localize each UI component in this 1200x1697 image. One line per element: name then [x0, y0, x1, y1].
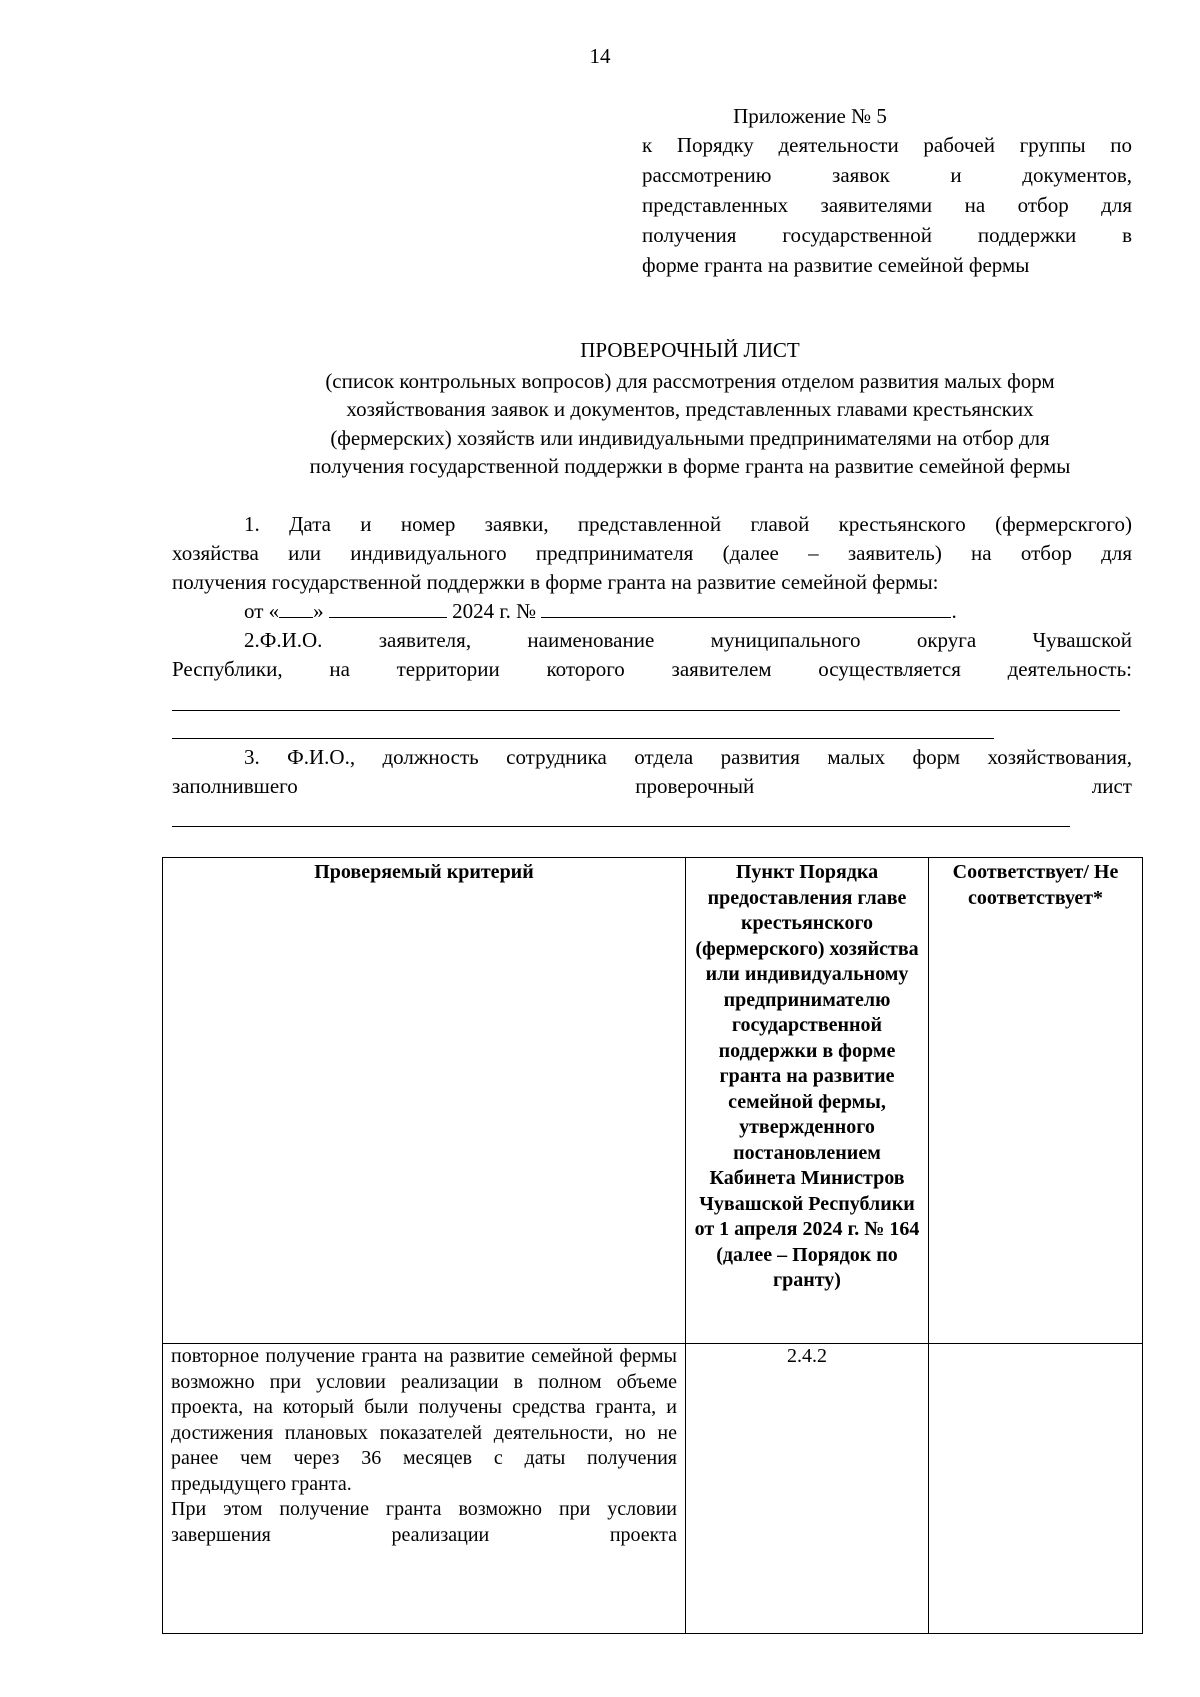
subtitle-line: хозяйствования заявок и документов, представленных главами крестьянских — [346, 397, 1034, 421]
table-row — [163, 1344, 1143, 1634]
appendix-line: получения государственной поддержки в — [642, 223, 1132, 247]
criterion-paragraph: При этом получение гранта возможно при условии завершения реализации проекта — [171, 1498, 677, 1546]
item1-line: 1. Дата и номер заявки, представленной главой крестьянского (фермерскгого) — [244, 512, 1132, 536]
item1-line: хозяйства или индивидуального предпринимателя (далее – заявитель) на отбор для — [172, 541, 1132, 565]
appendix-line: форме гранта на развитие семейной фермы — [642, 253, 1030, 277]
blank-line — [172, 738, 994, 739]
appendix-line: представленных заявителями на отбор для — [642, 193, 1132, 217]
criterion-cell — [163, 1344, 686, 1634]
header-compliance: Соответствует/ Не соответствует* — [929, 858, 1143, 1344]
month-blank — [329, 597, 447, 618]
item1-last-line: получения государственной поддержки в форме гранта на развитие семейной фермы: — [172, 570, 939, 594]
blank-line — [172, 826, 1070, 827]
appendix-title — [640, 102, 1130, 130]
item2-line: Республики, на территории которого заявителем осуществляется деятельность: — [172, 657, 1132, 681]
number-blank — [541, 597, 951, 618]
item3-line: заполнившего проверочный лист — [172, 774, 1132, 798]
page-number: 14 — [589, 44, 611, 68]
appendix-line: к Порядку деятельности рабочей группы по — [642, 133, 1132, 157]
criterion-paragraph: повторное получение гранта на развитие семейной фермы возможно при условии реализации в полном объеме проекта, на который были получены средства гранта, и достижения плановых показателей деятельности, но не ранее чем через 36 месяцев с даты получения предыдущего гранта. — [171, 1345, 677, 1495]
subtitle-line: (фермерских) хозяйств или индивидуальными предпринимателями на отбор для — [330, 426, 1050, 450]
header-clause: Пункт Порядка предоставления главе крестьянского (фермерского) хозяйства или индивидуальному предпринимателю государственной поддержки в форме гранта на развитие семейной фермы, утвержденного постановлением Кабинета Министров Чувашской Республики от 1 апреля 2024 г. № 164 (далее – Порядок по гранту) — [686, 858, 929, 1344]
criteria-table — [162, 857, 1143, 1634]
subtitle-line: получения государственной поддержки в форме гранта на развитие семейной фермы — [309, 454, 1071, 478]
header-criterion: Проверяемый критерий — [163, 858, 686, 1344]
item2-line: 2.Ф.И.О. заявителя, наименование муниципального округа Чувашской — [244, 628, 1132, 652]
compliance-cell[interactable] — [929, 1344, 1143, 1634]
date-prefix: от « — [244, 599, 280, 623]
date-year: 2024 г. № — [452, 599, 537, 623]
date-end: . — [951, 599, 957, 623]
document-title: ПРОВЕРОЧНЫЙ ЛИСТ — [580, 338, 800, 362]
table-header-row — [163, 858, 1143, 1344]
day-blank — [279, 597, 313, 618]
appendix-title-text: Приложение № 5 — [733, 104, 887, 128]
blank-line — [172, 710, 1120, 711]
appendix-line: рассмотрению заявок и документов, — [642, 163, 1132, 187]
date-mid: » — [313, 599, 324, 623]
date-number-line — [244, 597, 1144, 625]
item3-line: 3. Ф.И.О., должность сотрудника отдела развития малых форм хозяйствования, — [244, 745, 1132, 769]
subtitle-line: (список контрольных вопросов) для рассмотрения отделом развития малых форм — [325, 369, 1055, 393]
clause-cell: 2.4.2 — [686, 1344, 929, 1634]
